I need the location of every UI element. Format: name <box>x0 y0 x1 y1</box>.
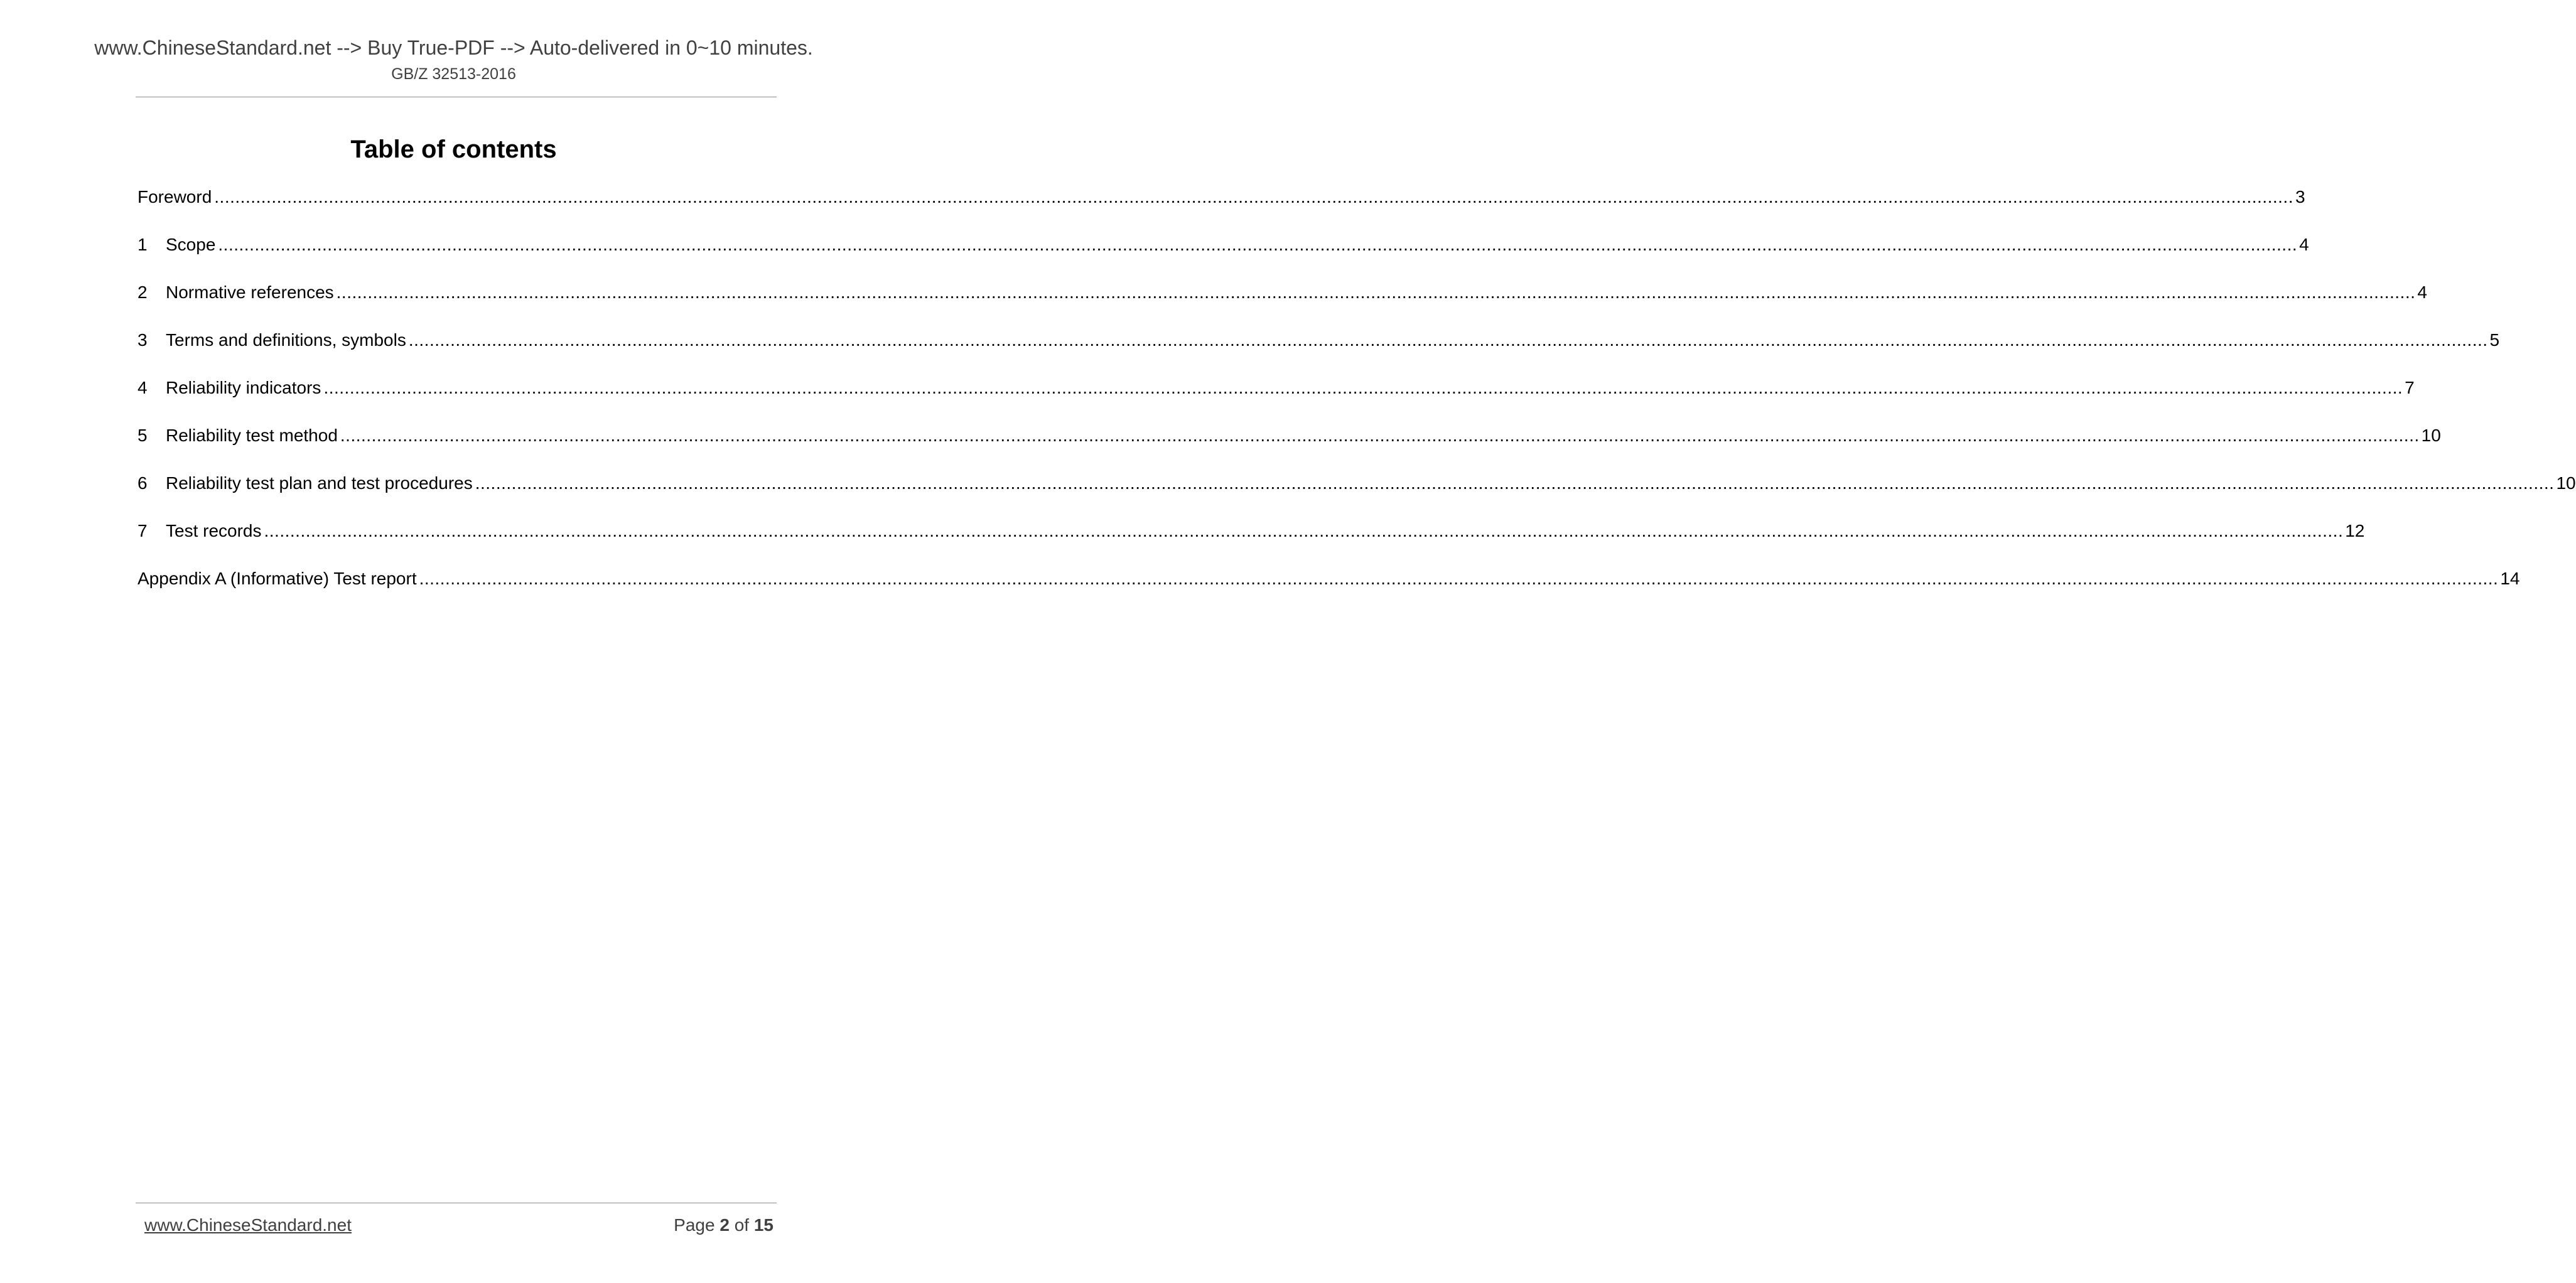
toc-dot-leader: ................................................................................................................................................................................................................................................................................................................................................................................................................ <box>340 426 2420 445</box>
toc-entry-text: Reliability test plan and test procedures <box>166 473 473 493</box>
toc-entry-number: 4 <box>137 378 148 397</box>
toc-entry-foreword[interactable] <box>137 185 2305 232</box>
toc-entry-appendix-a[interactable] <box>137 566 2520 614</box>
toc-entry-number: 3 <box>137 330 148 350</box>
toc-list <box>137 185 2576 614</box>
toc-entry-text: Terms and definitions, symbols <box>166 330 406 350</box>
toc-title: Table of contents <box>350 136 557 163</box>
toc-dot-leader: ................................................................................................................................................................................................................................................................................................................................................................................................................ <box>218 235 2298 254</box>
toc-dot-leader: ................................................................................................................................................................................................................................................................................................................................................................................................................ <box>214 187 2293 207</box>
toc-entry-test-plan-procedures[interactable] <box>137 471 2576 518</box>
toc-dot-leader: ................................................................................................................................................................................................................................................................................................................................................................................................................ <box>419 569 2499 588</box>
toc-entry-reliability-indicators[interactable] <box>137 375 2415 423</box>
toc-dot-leader: ................................................................................................................................................................................................................................................................................................................................................................................................................ <box>264 521 2344 540</box>
toc-entry-text: Foreword <box>137 187 212 207</box>
toc-entry-text: Test records <box>166 521 262 540</box>
toc-entry-page: 5 <box>2489 330 2500 350</box>
toc-entry-reliability-test-method[interactable] <box>137 423 2441 471</box>
toc-entry-text: Appendix A (Informative) Test report <box>137 569 417 588</box>
toc-entry-terms-definitions[interactable] <box>137 328 2500 375</box>
toc-entry-page: 4 <box>2417 282 2427 302</box>
toc-entry-normative-references[interactable] <box>137 280 2427 328</box>
toc-entry-number: 7 <box>137 521 148 540</box>
toc-entry-number: 1 <box>137 235 148 254</box>
toc-dot-leader: ................................................................................................................................................................................................................................................................................................................................................................................................................ <box>408 330 2488 350</box>
footer-page-number <box>674 1214 773 1237</box>
toc-entry-page: 10 <box>2421 426 2441 445</box>
toc-entry-page: 7 <box>2405 378 2415 397</box>
toc-entry-page: 10 <box>2556 473 2576 493</box>
footer-site-link[interactable]: www.ChineseStandard.net <box>144 1215 352 1235</box>
page-label: Page <box>674 1215 715 1235</box>
toc-entry-text: Normative references <box>166 282 334 302</box>
toc-entry-page: 4 <box>2299 235 2309 254</box>
toc-entry-page: 14 <box>2500 569 2520 588</box>
toc-dot-leader: ................................................................................................................................................................................................................................................................................................................................................................................................................ <box>336 282 2416 302</box>
of-label: of <box>734 1215 750 1235</box>
standard-code: GB/Z 32513-2016 <box>391 65 516 83</box>
toc-entry-page: 3 <box>2295 187 2305 207</box>
toc-entry-number: 5 <box>137 426 148 445</box>
top-banner: www.ChineseStandard.net --> Buy True-PDF --> Auto-delivered in 0~10 minutes. <box>94 36 813 59</box>
toc-entry-text: Reliability test method <box>166 426 338 445</box>
toc-entry-page: 12 <box>2345 521 2365 540</box>
toc-entry-scope[interactable] <box>137 232 2309 280</box>
toc-entry-number: 6 <box>137 473 148 493</box>
toc-entry-number: 2 <box>137 282 148 302</box>
total-pages: 15 <box>753 1215 773 1235</box>
toc-dot-leader: ................................................................................................................................................................................................................................................................................................................................................................................................................ <box>475 473 2555 493</box>
toc-entry-text: Scope <box>166 235 216 254</box>
toc-entry-test-records[interactable] <box>137 518 2365 566</box>
current-page: 2 <box>719 1215 730 1235</box>
toc-dot-leader: ................................................................................................................................................................................................................................................................................................................................................................................................................ <box>323 378 2403 397</box>
toc-entry-text: Reliability indicators <box>166 378 321 397</box>
